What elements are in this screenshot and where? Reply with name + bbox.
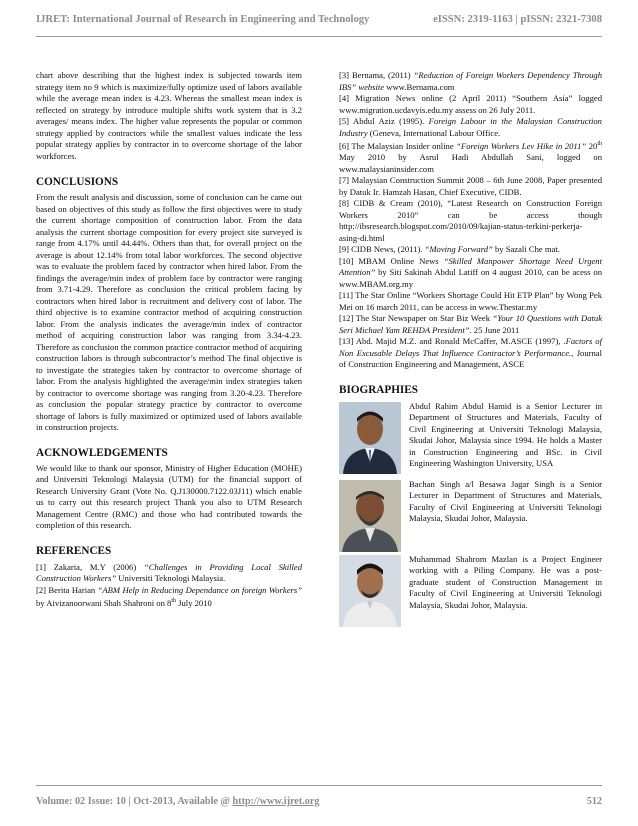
biographies-heading: BIOGRAPHIES (339, 383, 418, 396)
intro-paragraph: chart above describing that the highest index is subjected towards item strategy item no 9 which is maximize/fully optimize used of labors available while the average mean index is 4.23. Whereas the smallest mean index is reflected on strategy by introduce multiple shifts work system that is 3.2 averages/ means index. The higher value represents the popular or common strategy applied by contractors while the smallest values indicate the less popular strategy applies by contractor in to overcome shortage of the labor workforces. (36, 70, 302, 161)
footer-volume: Volume: 02 Issue: 10 | Oct-2013, Available @ http://www.ijret.org (36, 796, 320, 807)
biography-1 (339, 401, 602, 470)
biography-1-text: Abdul Rahim Abdul Hamid is a Senior Lecturer in Department of Structures and Materials, Faculty of Civil Engineering at Universiti Teknologi Malaysia, Skudai Johor, Malaysia since 1994. He holds a Master in Construction Engineering and BSc. in Civil Engineering Washington University, USA (409, 400, 602, 469)
author-photo-1 (339, 402, 401, 474)
acknowledgements-heading: ACKNOWLEDGEMENTS (36, 446, 168, 459)
biography-2 (339, 479, 602, 525)
reference-2: [2] Berita Harian “ABM Help in Reducing Dependance on foreign Workers” by Aivizanoorwani Shah Shahroni on 8th July 2010 (36, 584, 302, 608)
reference-4: [4] Migration News online (2 April 2011) “Southern Asia” logged www.migration.ucdavyis.edu.my assess on 26 July 2011. (339, 93, 602, 115)
reference-11: [11] The Star Online “Workers Shortage Could Hit ETP Plan” by Wong Pek Mei on 16 march 2011, can be access in www.Thestar.my (339, 290, 602, 312)
conclusions-paragraph: From the result analysis and discussion, some of conclusion can be came out based on objectives of this study as follow the first objectives were to study the current shortage composition of construction labor. From the data analysis the current shortage composition for every project site surveyed is range from 4.17% until 44.44%. Others than that, for overall project on the average is about 12.14% from total labor workforces. The second objective was to evaluate the problem faced by contractor when hired labor. From the findings the average/min index of problem face by contractor were ranging from 3.71-4.29. Therefore as conclusion the critical problem facing by contractors when hired labor is recruitment and delivery cost of labor. The third objective is to examine contractor method of acquiring construction labor. From the analysis indicates the average/min index of contractor method of acquiring construction labor was ranging from 3.34-4.23. Therefore as conclusion the common practice contractor method of acquiring construction labors is through subcontractor’s method The final objective is to investigate the strategies taken by contractor to overcome shortage of labor. From the analysis highlighted the average/min index strategies taken by contractor to overcome shortage was ranging from 3.20-4.23. Therefore as conclusion the popular strategy practice by contractor to overcome shortage of labors is fully maximized or optimized used of labors available in construction projects. (36, 192, 302, 432)
reference-8: [8] CIDB & Cream (2010), “Latest Research on Construction Foreign Workers 2010” can be access though http://ibsresearch.blogspot.com/2010/09/kajian-status-terkini-perkerja-asing-di.html (339, 198, 602, 243)
reference-1: [1] Zakaria, M.Y (2006) “Challenges in Providing Local Skilled Construction Workers” Universiti Teknologi Malaysia. (36, 561, 302, 583)
journal-url-link[interactable]: http://www.ijret.org (232, 796, 320, 807)
journal-name: IJRET: International Journal of Research in Engineering and Technology (36, 14, 370, 25)
biography-2-text: Bachan Singh a/l Besawa Jagar Singh is a Senior Lecturer in Department of Structures and Materials, Faculty of Civil Engineering at Universiti Teknologi Malaysia, Skudai Johor, Malaysia. (409, 478, 602, 524)
references-heading: REFERENCES (36, 544, 112, 557)
reference-13: [13] Abd. Majid M.Z. and Ronald McCaffer, M.ASCE (1997), .Factors of Non Excusable Delays That Influence Contractor’s Performance., Journal of Construction Engineering and Management, ASCE (339, 336, 602, 370)
reference-3: [3] Bernama, (2011) “Reduction of Foreign Workers Dependency Through IBS” website www.Bernama.com (339, 70, 602, 92)
page-number: 512 (586, 796, 602, 807)
reference-12: [12] The Star Newspaper on Star Biz Week “Your 10 Questions with Datuk Seri Michael Yam REHDA President”. 25 June 2011 (339, 313, 603, 335)
biography-3-text: Muhammad Shahrom Mazlan is a Project Engineer working with a Piling Company. He was a post-graduate student of Construction Management in Faculty of Civil Engineering at Universiti Teknologi Malaysia, Skudai Johor, Malaysia. (409, 553, 602, 610)
reference-10: [10] MBAM Online News “Skilled Manpower Shortage Need Urgent Attention” by Siti Sakinah Abdul Latiff on 4 august 2010, can be acess on www.MBAM.org.my (339, 255, 602, 289)
portrait-image (339, 555, 401, 627)
portrait-image (339, 402, 401, 474)
footer-rule (36, 785, 602, 786)
acknowledgements-paragraph: We would like to thank our sponsor, Ministry of Higher Education (MOHE) and Universiti Teknologi Malaysia (UTM) for the financial support of Research University Grant (Vote No. Q.J130000.7122.03J11) which enable us to carry out this research project Thank you also to UTM Research Management Centre (RMC) and those who had contributed towards the completion of this research. (36, 462, 302, 530)
reference-5: [5] Abdul Aziz (1995). Foreign Labour in the Malaysian Construction Industry (Geneva, International Labour Office. (339, 116, 602, 138)
reference-7: [7] Malaysian Construction Summit 2008 – 6th June 2008, Paper presented by Datuk Ir. Hamzah Hasan, Chief Executive, CIDB. (339, 175, 602, 197)
conclusions-heading: CONCLUSIONS (36, 176, 119, 188)
reference-9: [9] CIDB News, (2011). “Moving Forward” by Sazali Che mat. (339, 244, 560, 255)
right-column (339, 70, 602, 629)
reference-6: [6] The Malaysian Insider online “Foreign Workers Lev Hike in 2011” 20th May 2010 by Asrul Hadi Abdullah Sani, logged on www.malaysianinsider.com (339, 140, 602, 174)
author-photo-2 (339, 480, 401, 552)
biography-3 (339, 554, 602, 612)
author-photo-3 (339, 555, 401, 627)
portrait-image (339, 480, 401, 552)
header-rule (36, 36, 602, 37)
left-column (36, 70, 302, 609)
issn-text: eISSN: 2319-1163 | pISSN: 2321-7308 (433, 14, 602, 25)
